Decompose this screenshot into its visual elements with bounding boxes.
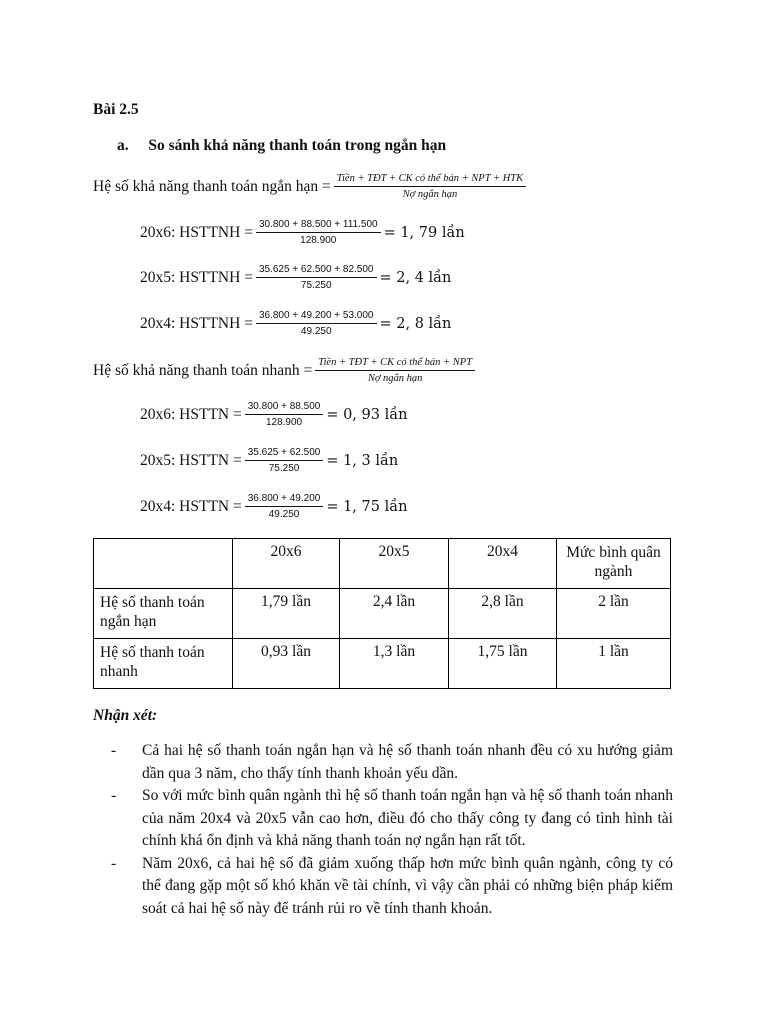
quick-ratio-row (140, 492, 407, 521)
row-numerator: 35.625 + 62.500 + 82.500 (256, 263, 377, 278)
list-item-text: Năm 20x6, cả hai hệ số đã giảm xuống thấp hơn mức bình quân ngành, công ty có thể đang gặp một số khó khăn về tài chính, vì vậy cần phải có những biện pháp kiểm soát cả hai hệ số này để tránh rủi ro về tính thanh khoản. (142, 854, 673, 917)
row-numerator: 35.625 + 62.500 (245, 446, 324, 461)
exercise-heading: Bài 2.5 (93, 101, 139, 118)
table-cell: 0,93 lần (233, 639, 340, 689)
table-header-cell: 20x4 (449, 539, 557, 589)
current-ratio-row (140, 263, 451, 292)
table-cell: 1,79 lần (233, 589, 340, 639)
row-label: 20x6: HSTTNH = (140, 223, 253, 241)
list-item (111, 853, 673, 921)
bullet-dash: - (111, 787, 117, 804)
section-title-text: So sánh khả năng thanh toán trong ngắn hạn (148, 137, 447, 154)
row-denominator: 75.250 (268, 463, 300, 474)
row-fraction (256, 309, 377, 338)
list-item (111, 785, 673, 853)
row-label: 20x4: HSTTN = (140, 497, 242, 515)
section-marker: a. (117, 137, 129, 154)
row-label: 20x5: HSTTNH = (140, 268, 253, 286)
table-cell: 1,3 lần (340, 639, 449, 689)
table-cell: 2 lần (557, 589, 671, 639)
table-cell: Hệ số thanh toán ngắn hạn (94, 589, 233, 639)
row-denominator: 128.900 (300, 235, 337, 246)
row-result: = 1, 75 lần (326, 498, 408, 515)
current-ratio-formula (93, 172, 529, 201)
table-cell: 2,8 lần (449, 589, 557, 639)
current-ratio-denominator: Nợ ngắn hạn (402, 189, 458, 200)
table-cell: Hệ số thanh toán nhanh (94, 639, 233, 689)
current-ratio-fraction (334, 172, 526, 201)
row-result: = 0, 93 lần (326, 406, 408, 423)
table-header-cell: Mức bình quân ngành (557, 539, 671, 589)
row-denominator: 75.250 (300, 280, 332, 291)
table-cell: 1 lần (557, 639, 671, 689)
row-fraction (256, 218, 381, 247)
row-fraction (245, 400, 324, 429)
quick-ratio-row (140, 400, 407, 429)
row-denominator: 128.900 (265, 417, 303, 428)
row-numerator: 30.800 + 88.500 + 111.500 (256, 218, 381, 233)
row-label: 20x5: HSTTN = (140, 451, 242, 469)
current-ratio-row (140, 309, 451, 338)
table-cell: 1,75 lần (449, 639, 557, 689)
quick-ratio-row (140, 446, 398, 475)
row-result: = 1, 79 lần (383, 224, 465, 241)
ratio-comparison-table (93, 538, 671, 689)
table-header-cell: 20x6 (233, 539, 340, 589)
quick-ratio-numerator: Tiền + TĐT + CK có thể bán + NPT (315, 356, 475, 371)
table-row (94, 589, 671, 639)
row-fraction (256, 263, 377, 292)
row-denominator: 49.250 (268, 509, 300, 520)
quick-ratio-label: Hệ số khả năng thanh toán nhanh = (93, 361, 313, 379)
row-result: = 1, 3 lần (326, 452, 399, 469)
current-ratio-row (140, 218, 465, 247)
table-header-cell: 20x5 (340, 539, 449, 589)
list-item (111, 740, 673, 785)
row-fraction (245, 492, 324, 521)
quick-ratio-fraction (315, 356, 475, 385)
row-result: = 2, 8 lần (379, 315, 452, 332)
row-numerator: 36.800 + 49.200 + 53.000 (256, 309, 377, 324)
table-cell: 2,4 lần (340, 589, 449, 639)
row-numerator: 36.800 + 49.200 (245, 492, 324, 507)
remarks-title: Nhận xét: (93, 707, 158, 724)
row-result: = 2, 4 lần (379, 269, 452, 286)
current-ratio-numerator: Tiền + TĐT + CK có thể bán + NPT + HTK (334, 172, 526, 187)
list-item-text: So với mức bình quân ngành thì hệ số thanh toán ngắn hạn và hệ số thanh toán nhanh của năm 20x4 và 20x5 vẫn cao hơn, điều đó cho thấy công ty đang có tình hình tài chính khá ổn định và khả năng thanh toán nợ ngắn hạn rất tốt. (142, 787, 673, 849)
row-label: 20x6: HSTTN = (140, 405, 242, 423)
bullet-dash: - (111, 854, 117, 872)
row-fraction (245, 446, 324, 475)
row-numerator: 30.800 + 88.500 (245, 400, 324, 415)
quick-ratio-denominator: Nợ ngắn hạn (367, 373, 423, 384)
remarks-list (111, 740, 673, 920)
table-header-cell (94, 539, 233, 589)
table-header-row (94, 539, 671, 589)
row-denominator: 49.250 (300, 326, 332, 337)
quick-ratio-formula (93, 356, 478, 385)
table-row (94, 639, 671, 689)
current-ratio-label: Hệ số khả năng thanh toán ngắn hạn = (93, 177, 331, 195)
list-item-text: Cả hai hệ số thanh toán ngắn hạn và hệ số thanh toán nhanh đều có xu hướng giảm dần qua 3 năm, cho thấy tính thanh khoản yếu dần. (142, 742, 673, 782)
section-title (117, 137, 446, 155)
bullet-dash: - (111, 742, 117, 759)
row-label: 20x4: HSTTNH = (140, 314, 253, 332)
